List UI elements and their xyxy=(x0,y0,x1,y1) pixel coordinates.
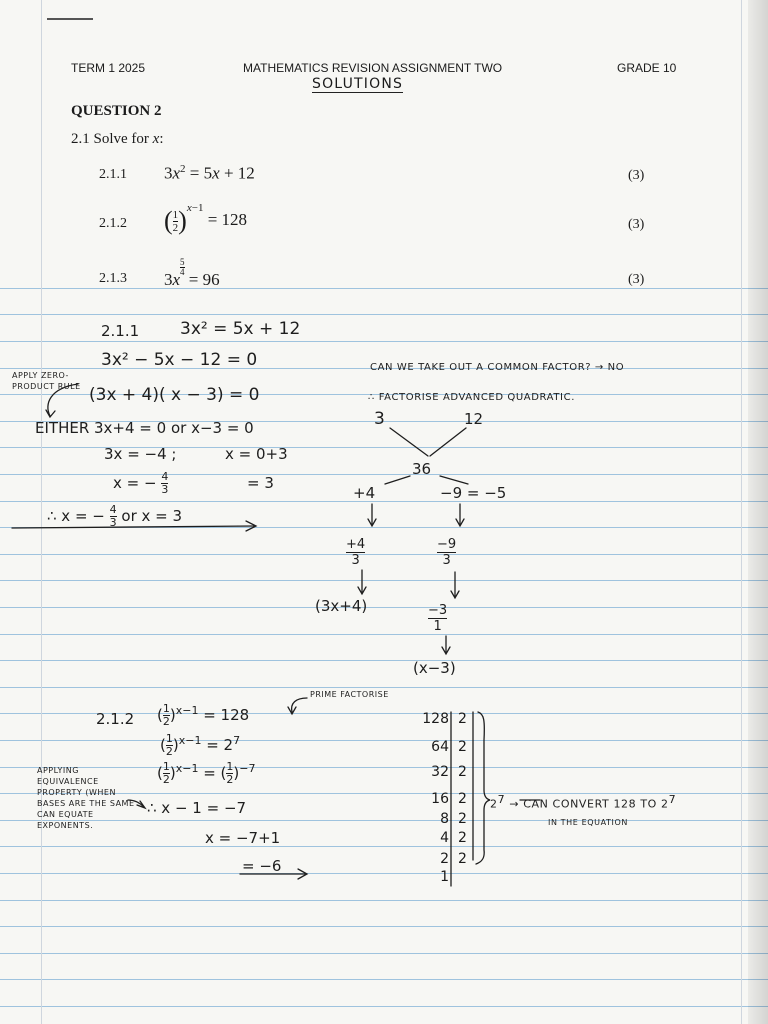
side-note: CAN WE TAKE OUT A COMMON FACTOR? → NO xyxy=(370,362,625,373)
item-equation: $3x^2 = 5x + 12$ xyxy=(164,163,255,183)
tree-value: 12 xyxy=(464,410,484,428)
item-equation: ( $\frac{1}{2}$ )$^{x-1}$ = 128 xyxy=(164,202,248,236)
tree-fraction: $\frac{-9}{3}$ xyxy=(437,537,457,568)
item-marks: (3) xyxy=(628,272,645,287)
solution-answer: ∴ x = − $\frac{4}{3}$ or x = 3 xyxy=(47,503,183,529)
solution-line: 3x² = 5x + 12 xyxy=(180,319,301,339)
item-marks: (3) xyxy=(628,217,645,232)
solution-line: x = −7+1 xyxy=(205,829,281,847)
solution-line: ( $\frac{1}{2}$ )$^{x-1}$ = 128 xyxy=(157,702,250,728)
side-note: ∴ FACTORISE ADVANCED QUADRATIC. xyxy=(368,392,575,403)
margin-note: PRIME FACTORISE xyxy=(310,690,389,699)
solution-line: = 3 xyxy=(247,474,274,492)
margin-note: APPLYING EQUIVALENCE PROPERTY (WHEN BASES ARE THE SAME CAN EQUATE EXPONENTS. xyxy=(37,766,135,830)
item-number: 2.1.1 xyxy=(99,167,127,182)
ladder-divisor: 2 xyxy=(458,764,467,780)
tree-bracket: (3x+4) xyxy=(315,597,368,615)
ladder-value: 1 xyxy=(440,869,449,885)
solution-line: 3x = −4 ; xyxy=(104,445,177,463)
solution-label: 2.1.2 xyxy=(96,710,135,728)
ladder-divisor: 2 xyxy=(458,739,467,755)
tree-bracket: (x−3) xyxy=(413,659,456,677)
margin-note: APPLY ZERO-PRODUCT RULE xyxy=(12,371,81,391)
assignment-title: MATHEMATICS REVISION ASSIGNMENT TWO xyxy=(243,61,503,75)
ladder-divisor: 2 xyxy=(458,711,467,727)
tree-value: 3 xyxy=(374,409,385,429)
side-note: IN THE EQUATION xyxy=(548,818,628,827)
tree-product: 36 xyxy=(412,460,432,478)
solution-label: 2.1.1 xyxy=(101,322,140,340)
ladder-value: 4 xyxy=(440,830,449,846)
grade-label: GRADE 10 xyxy=(617,61,677,75)
solutions-heading: SOLUTIONS xyxy=(312,76,404,92)
ladder-value: 2 xyxy=(440,851,449,867)
side-note: $2^7$ → CAN CONVERT 128 TO $2^7$ xyxy=(490,793,677,811)
question-instruction: 2.1 Solve for x: xyxy=(71,131,164,147)
item-marks: (3) xyxy=(628,168,645,183)
ladder-value: 16 xyxy=(431,791,449,807)
solution-line: 3x² − 5x − 12 = 0 xyxy=(101,350,258,370)
solution-line: ( $\frac{1}{2}$ )$^{x-1} = 2^7$ xyxy=(160,732,241,758)
term-label: TERM 1 2025 xyxy=(71,61,146,75)
ladder-value: 128 xyxy=(422,711,449,727)
ladder-divisor: 2 xyxy=(458,830,467,846)
tree-value: −9 = −5 xyxy=(440,484,507,502)
ladder-divisor: 2 xyxy=(458,811,467,827)
item-number: 2.1.3 xyxy=(99,271,127,286)
tree-value: +4 xyxy=(353,484,376,502)
question-heading: QUESTION 2 xyxy=(71,103,162,119)
solution-line: ∴ x − 1 = −7 xyxy=(147,799,247,817)
tree-fraction: $\frac{-3}{1}$ xyxy=(428,603,448,634)
item-equation: 3x $\frac{5}{4}$ = 96 xyxy=(164,257,220,289)
item-number: 2.1.2 xyxy=(99,216,127,231)
ladder-value: 8 xyxy=(440,811,449,827)
solution-line: x = − $\frac{4}{3}$ xyxy=(113,470,169,496)
solution-line: x = 0+3 xyxy=(225,445,288,463)
ladder-value: 64 xyxy=(431,739,449,755)
solution-answer: = −6 xyxy=(242,857,282,875)
tree-fraction: $\frac{+4}{3}$ xyxy=(346,537,366,568)
solution-line: (3x + 4)( x − 3) = 0 xyxy=(89,385,260,405)
ladder-value: 32 xyxy=(431,764,449,780)
solution-line: EITHER 3x+4 = 0 or x−3 = 0 xyxy=(35,419,254,437)
ladder-divisor: 2 xyxy=(458,791,467,807)
solution-line: ( $\frac{1}{2}$ )$^{x-1}$ = ( $\frac{1}{2}$ )$^{-7}$ xyxy=(157,760,256,786)
ladder-divisor: 2 xyxy=(458,851,467,867)
